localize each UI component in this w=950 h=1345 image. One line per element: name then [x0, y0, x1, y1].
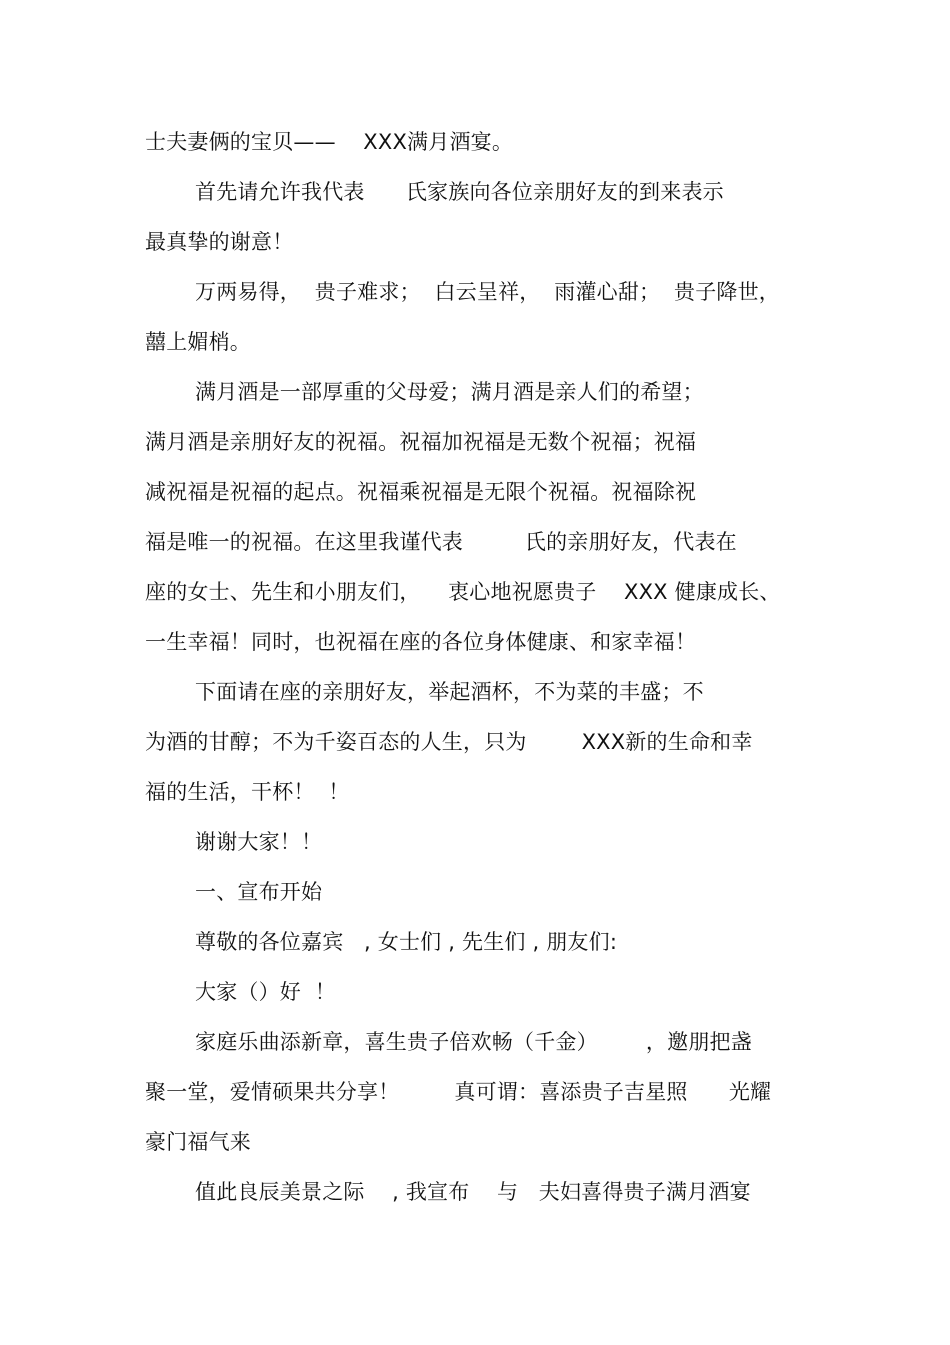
paragraph-line: 尊敬的各位嘉宾 , 女士们 , 先生们 , 朋友们:	[195, 930, 618, 954]
paragraph-line: 大家（）好 ！	[195, 980, 336, 1004]
paragraph-line: 下面请在座的亲朋好友，举起酒杯，不为菜的丰盛；不	[195, 680, 704, 704]
paragraph-line: 一生幸福！同时，也祝福在座的各位身体健康、和家幸福！	[145, 630, 697, 654]
paragraph-line: 座的女士、先生和小朋友们， 衷心地祝愿贵子 XXX 健康成长、	[145, 580, 781, 604]
paragraph-line: 万两易得， 贵子难求； 白云呈祥， 雨灌心甜； 贵子降世，	[195, 280, 780, 304]
paragraph-line: 首先请允许我代表 氏家族向各位亲朋好友的到来表示	[195, 180, 724, 204]
paragraph-line: 满月酒是亲朋好友的祝福。祝福加祝福是无数个祝福；祝福	[145, 430, 697, 454]
paragraph-line: 士夫妻俩的宝贝—— XXX满月酒宴。	[145, 130, 514, 154]
paragraph-line: 满月酒是一部厚重的父母爱；满月酒是亲人们的希望；	[195, 380, 704, 404]
paragraph-line: 减祝福是祝福的起点。祝福乘祝福是无限个祝福。祝福除祝	[145, 480, 697, 504]
paragraph-line: 福的生活，干杯！ ！	[145, 780, 350, 804]
paragraph-line: 家庭乐曲添新章，喜生贵子倍欢畅（千金） ，邀朋把盏	[195, 1030, 752, 1054]
paragraph-line: 聚一堂，爱情硕果共分享！ 真可谓：喜添贵子吉星照 光耀	[145, 1080, 772, 1104]
paragraph-line: 福是唯一的祝福。在这里我谨代表 氏的亲朋好友，代表在	[145, 530, 737, 554]
paragraph-line: 谢谢大家！！	[195, 830, 323, 854]
section-heading: 一、宣布开始	[195, 880, 323, 904]
paragraph-line: 值此良辰美景之际 , 我宣布 与 夫妇喜得贵子满月酒宴	[195, 1180, 751, 1204]
paragraph-line: 豪门福气来	[145, 1130, 251, 1154]
paragraph-line: 为酒的甘醇；不为千姿百态的人生，只为 XXX新的生命和幸	[145, 730, 753, 754]
paragraph-line: 囍上媚梢。	[145, 330, 251, 354]
paragraph-line: 最真挚的谢意！	[145, 230, 294, 254]
